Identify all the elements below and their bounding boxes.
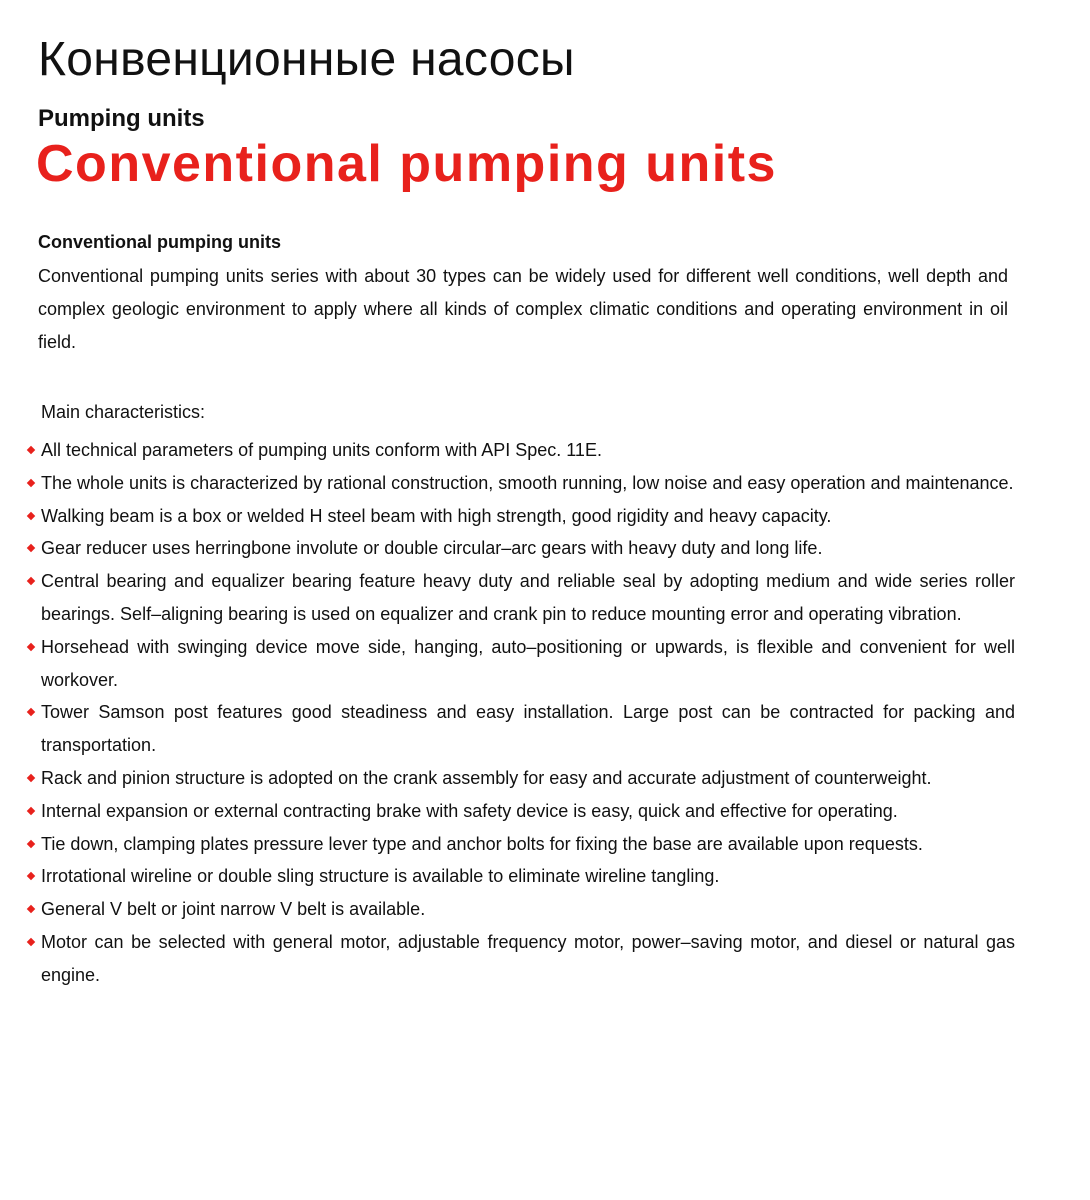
list-item-text: General V belt or joint narrow V belt is available. xyxy=(41,899,426,920)
characteristics-heading: Main characteristics: xyxy=(41,402,206,422)
list-item xyxy=(25,467,1015,500)
characteristics-list xyxy=(25,434,1015,992)
list-item-text: Tower Samson post features good steadiness and easy installation. Large post can be contracted for packing and transportation. xyxy=(41,702,1015,756)
diamond-bullet-icon xyxy=(27,446,35,454)
list-item-text: Irrotational wireline or double sling structure is available to eliminate wireline tangling. xyxy=(41,866,720,887)
list-item xyxy=(25,696,1015,762)
list-item-text: All technical parameters of pumping units conform with API Spec. 11E. xyxy=(41,440,602,460)
list-item-text: Tie down, clamping plates pressure lever type and anchor bolts for fixing the base are available upon requests. xyxy=(41,833,923,854)
list-item xyxy=(25,434,1015,467)
diamond-bullet-icon xyxy=(27,938,35,946)
list-item xyxy=(25,762,1015,795)
diamond-bullet-icon xyxy=(27,511,35,519)
list-item-text: The whole units is characterized by rational construction, smooth running, low noise and easy operation and maintenance. xyxy=(41,472,1014,493)
page-title-english: Conventional pumping units xyxy=(36,135,777,193)
list-item xyxy=(25,565,1015,631)
diamond-bullet-icon xyxy=(27,643,35,651)
list-item xyxy=(25,828,1015,861)
diamond-bullet-icon xyxy=(27,807,35,815)
list-item-text: Rack and pinion structure is adopted on the crank assembly for easy and accurate adjustment of counterweight. xyxy=(41,767,932,788)
intro-paragraph: Conventional pumping units series with about 30 types can be widely used for different well conditions, well depth and complex geologic environment to apply where all kinds of complex climatic conditions and operating environment in oil field. xyxy=(38,266,1008,352)
list-item xyxy=(25,926,1015,992)
section-heading: Conventional pumping units xyxy=(38,232,281,252)
list-item xyxy=(25,631,1015,697)
page-subtitle: Pumping units xyxy=(38,105,205,132)
list-item xyxy=(25,795,1015,828)
diamond-bullet-icon xyxy=(27,872,35,880)
list-item-text: Central bearing and equalizer bearing feature heavy duty and reliable seal by adopting medium and wide series roller bearings. Self–aligning bearing is used on equalizer and crank pin to reduce mounting error and operating vibration. xyxy=(41,571,1015,624)
page-title-russian: Конвенционные насосы xyxy=(38,33,575,86)
diamond-bullet-icon xyxy=(27,577,35,585)
list-item xyxy=(25,893,1015,926)
diamond-bullet-icon xyxy=(27,905,35,913)
list-item xyxy=(25,500,1015,533)
list-item-text: Gear reducer uses herringbone involute or double circular–arc gears with heavy duty and long life. xyxy=(41,538,823,559)
list-item xyxy=(25,860,1015,893)
diamond-bullet-icon xyxy=(27,774,35,782)
diamond-bullet-icon xyxy=(27,839,35,847)
list-item xyxy=(25,532,1015,565)
diamond-bullet-icon xyxy=(27,708,35,716)
list-item-text: Walking beam is a box or welded H steel beam with high strength, good rigidity and heavy capacity. xyxy=(41,505,832,526)
diamond-bullet-icon xyxy=(27,479,35,487)
list-item-text: Horsehead with swinging device move side, hanging, auto–positioning or upwards, is flexible and convenient for well workover. xyxy=(41,636,1015,690)
diamond-bullet-icon xyxy=(27,544,35,552)
list-item-text: Motor can be selected with general motor, adjustable frequency motor, power–saving motor, and diesel or natural gas engine. xyxy=(41,931,1015,985)
list-item-text: Internal expansion or external contracting brake with safety device is easy, quick and effective for operating. xyxy=(41,800,898,821)
